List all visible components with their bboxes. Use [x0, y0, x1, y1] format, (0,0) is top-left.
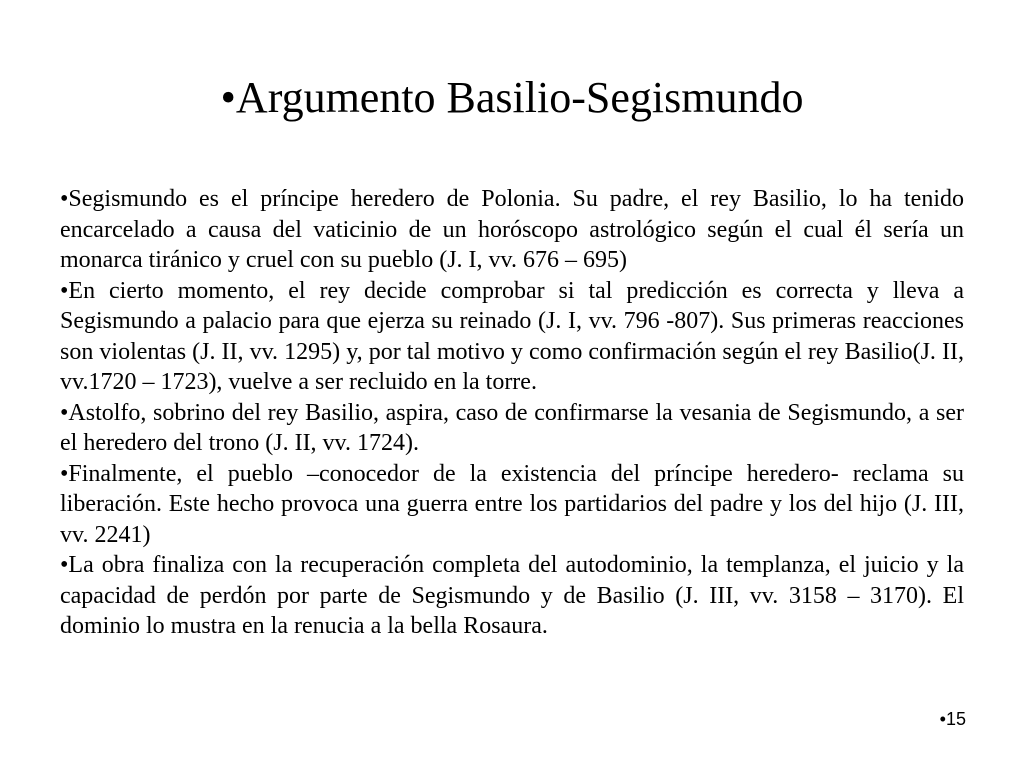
paragraph-4: •Finalmente, el pueblo –conocedor de la existencia del príncipe heredero- reclama su liberación. Este hecho provoca una guerra entre los partidarios del padre y los del hijo (J. III, vv. 2241) [60, 460, 964, 548]
paragraph-5: •La obra finaliza con la recuperación completa del autodominio, la templanza, el juicio y la capacidad de perdón por parte de Segismundo y de Basilio (J. III, vv. 3158 – 3170). El dominio lo mustra en la renucia a la bella Rosaura. [60, 552, 964, 639]
slide-title: •Argumento Basilio-Segismundo [220, 73, 804, 122]
page-number: •15 [939, 709, 966, 729]
paragraph-2: •En cierto momento, el rey decide comprobar si tal predicción es correcta y lleva a Segismundo a palacio para que ejerza su reinado (J. I, vv. 796 -807). Sus primeras reacciones son violentas (J. II, vv. 1295) y, por tal motivo y como confirmación según el rey Basilio(J. II, vv.1720 – 1723), vuelve a ser recluido en la torre. [60, 277, 964, 395]
paragraph-1: •Segismundo es el príncipe heredero de Polonia. Su padre, el rey Basilio, lo ha tenido encarcelado a causa del vaticinio de un horóscopo astrológico según el cual él sería un monarca tiránico y cruel con su pueblo (J. I, vv. 676 – 695) [60, 186, 964, 273]
paragraph-3: •Astolfo, sobrino del rey Basilio, aspira, caso de confirmarse la vesania de Segismundo, a ser el heredero del trono (J. II, vv. 1724). [60, 399, 964, 456]
slide-body [60, 184, 964, 642]
